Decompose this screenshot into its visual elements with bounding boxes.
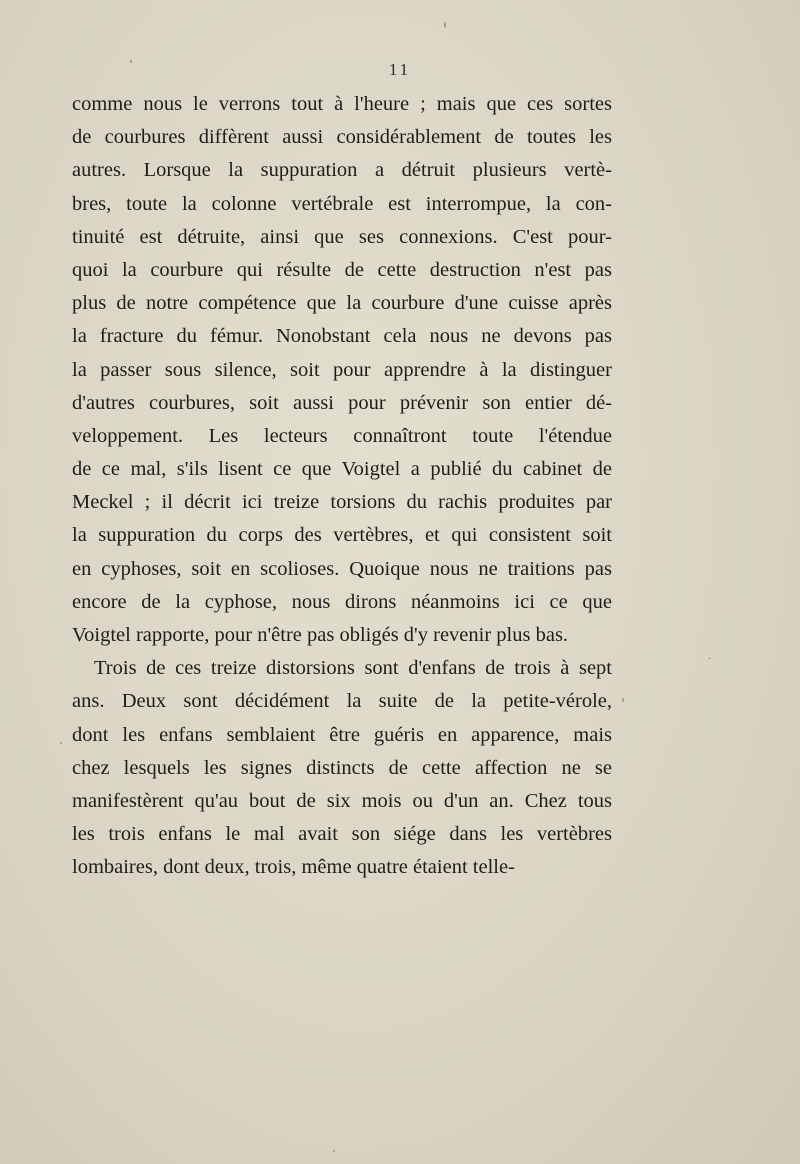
text-line: manifestèrent qu'au bout de six mois ou d'un an. Chez tous <box>72 789 612 812</box>
text-line: Meckel ; il décrit ici treize torsions du rachis produites par <box>72 491 612 514</box>
text-line: de ce mal, s'ils lisent ce que Voigtel a publié du cabinet de <box>72 458 612 481</box>
text-line: lombaires, dont deux, trois, même quatre étaient telle- <box>72 856 515 879</box>
text-line: chez lesquels les signes distincts de cette affection ne se <box>72 756 612 779</box>
text-line: autres. Lorsque la suppuration a détruit plusieurs vertè- <box>72 159 612 182</box>
text-line: tinuité est détruite, ainsi que ses connexions. C'est pour- <box>72 225 612 248</box>
text-line: comme nous le verrons tout à l'heure ; mais que ces sortes <box>72 93 612 115</box>
text-line: en cyphoses, soit en scolioses. Quoique nous ne traitions pas <box>72 557 612 580</box>
paper-speck <box>622 698 624 702</box>
paper-speck <box>130 60 132 63</box>
text-line: plus de notre compétence que la courbure d'une cuisse après <box>72 292 612 315</box>
page-number: 11 <box>388 60 412 79</box>
text-line: dont les enfans semblaient être guéris en apparence, mais <box>72 723 612 746</box>
text-line: encore de la cyphose, nous dirons néanmoins ici ce que <box>72 590 612 613</box>
body-text <box>72 88 612 885</box>
text-line: de courbures diffèrent aussi considérablement de toutes les <box>72 126 612 149</box>
paper-speck <box>333 1150 335 1152</box>
text-line: la fracture du fémur. Nonobstant cela nous ne devons pas <box>72 325 612 348</box>
text-line: Voigtel rapporte, pour n'être pas obligés d'y revenir plus bas. <box>72 624 569 646</box>
text-line: la passer sous silence, soit pour apprendre à la distinguer <box>72 358 612 381</box>
text-line: Trois de ces treize distorsions sont d'enfans de trois à sept <box>94 657 612 680</box>
paper-speck <box>708 658 711 659</box>
text-line: d'autres courbures, soit aussi pour prévenir son entier dé- <box>72 391 612 414</box>
paragraph-2 <box>72 652 612 884</box>
text-line: bres, toute la colonne vertébrale est interrompue, la con- <box>72 192 612 215</box>
text-line: la suppuration du corps des vertèbres, et qui consistent soit <box>72 524 612 547</box>
text-line: quoi la courbure qui résulte de cette destruction n'est pas <box>72 258 612 281</box>
paragraph-1 <box>72 88 612 652</box>
paper-speck <box>444 22 446 28</box>
paper-speck <box>60 742 62 744</box>
text-line: les trois enfans le mal avait son siége dans les vertèbres <box>72 823 612 846</box>
text-line: ans. Deux sont décidément la suite de la petite-vérole, <box>72 690 612 713</box>
text-line: veloppement. Les lecteurs connaîtront toute l'étendue <box>72 424 612 447</box>
